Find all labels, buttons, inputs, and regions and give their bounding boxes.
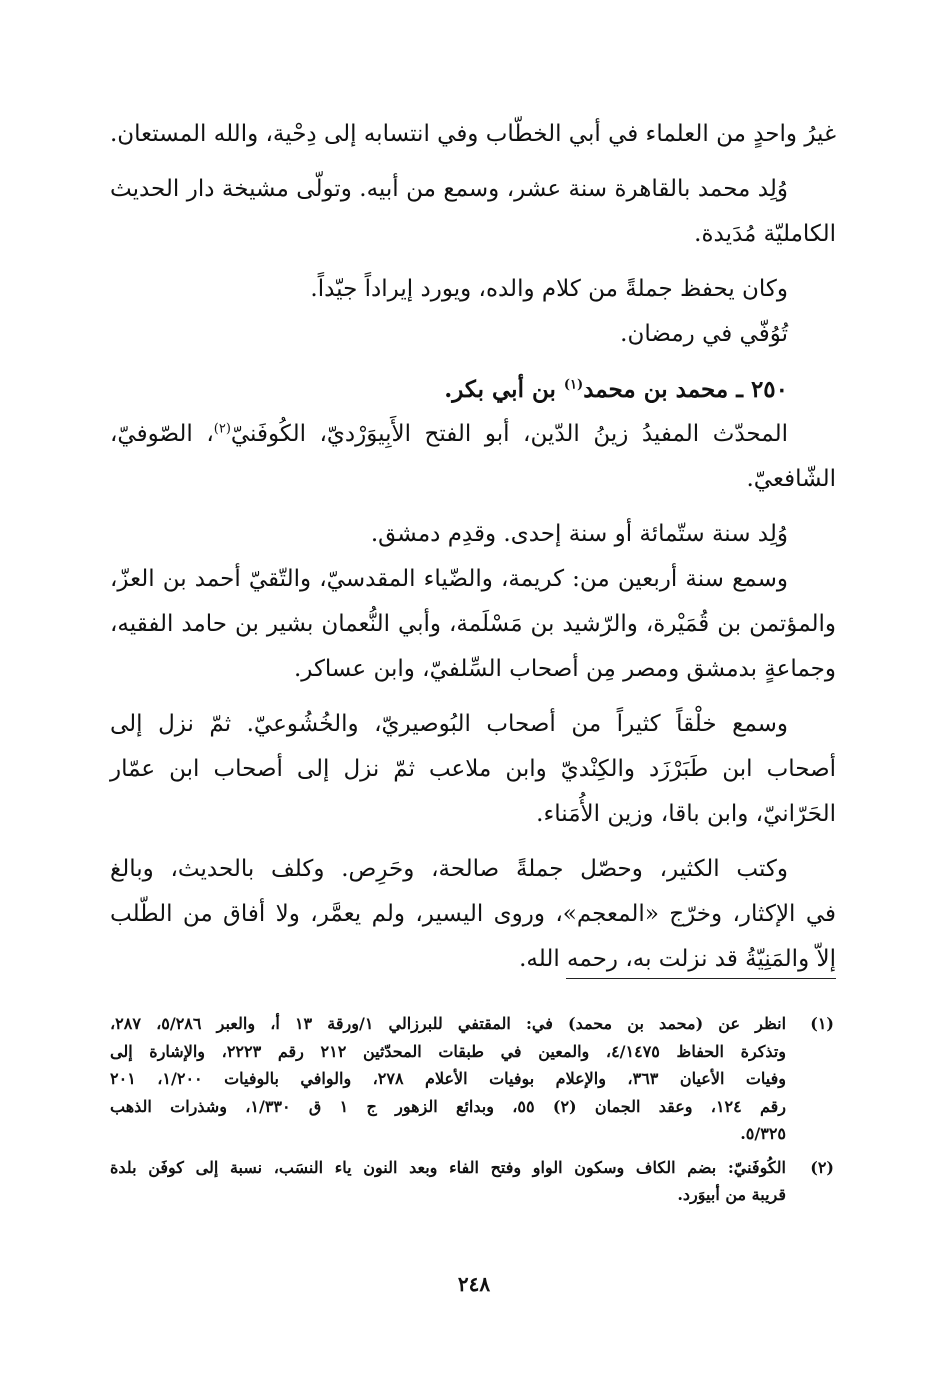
footnote-line: وتذكرة الحفاظ ٤/١٤٧٥، والمعين في طبقات المحدّثين ٢١٢ رقم ٢٢٢٣، والإشارة إلى	[110, 1041, 786, 1061]
entry-250	[110, 367, 836, 502]
text-line: وسمع خلْقاً كثيراً من أصحاب البُوصيريّ، والخُشُوعيّ. ثمّ نزل إلى	[110, 711, 788, 737]
page-number: ٢٤٨	[457, 1272, 491, 1296]
paragraph-birth-muhammad	[110, 167, 836, 257]
text-line: الكامليّة مُدَيدة.	[694, 221, 836, 247]
main-text	[110, 112, 836, 992]
paragraph-birth-and-hearing	[110, 512, 836, 692]
text-line: المحدّث المفيدُ زينُ الدّين، أبو الفتح الأَبِيوَرْديّ، الكُوفَنيّ$^{(٢)}$، الصّوفيّ،	[110, 421, 788, 447]
text-line: في الإكثار، وخرّج «المعجم»، وروى اليسير، ولم يعمَّر، ولا أفاق من الطّلب	[110, 901, 836, 927]
text-line: غيرُ واحدٍ من العلماء في أبي الخطّاب وفي انتسابه إلى دِحْية، والله المستعان.	[109, 121, 836, 147]
paragraph-teachers	[110, 702, 836, 837]
text-line: الحَرّانيّ، وابن باقا، وزين الأُمَناء.	[536, 801, 836, 827]
footnote-2	[110, 1154, 836, 1209]
footnote-line: الكُوفَنيّ: بضم الكاف وسكون الواو وفتح الفاء وبعد النون ياء النسَب، نسبة إلى كوفَن بلدة	[110, 1157, 786, 1177]
footnote-body	[110, 1010, 786, 1148]
text-line: وُلِد سنة ستّمائة أو سنة إحدى. وقدِم دمشق.	[370, 521, 788, 547]
entry-heading: ٢٥٠ ـ محمد بن محمد$^{(١)}$ بن أبي بكر.	[444, 376, 788, 403]
text-line: وكتب الكثير، وحصّل جملةً صالحة، وحَرِص. وكلف بالحديث، وبالغ	[110, 856, 788, 882]
text-line: تُوُفّي في رمضان.	[620, 321, 788, 347]
footnote-number: (٢)	[810, 1157, 834, 1177]
paragraph-memorization	[110, 267, 836, 357]
footnotes	[110, 1010, 836, 1215]
text-line: وجماعةٍ بدمشق ومصر مِن أصحاب السِّلفيّ، وابن عساكر.	[293, 656, 836, 682]
footnote-divider	[566, 978, 836, 979]
footnote-line: رقم ١٢٤، وعقد الجمان (٢) ٥٥، وبدائع الزهور ج ١ ق ١/٣٣٠، وشذرات الذهب	[110, 1096, 787, 1116]
footnote-line: قريبة من أبيوَرد.	[677, 1185, 786, 1204]
footnote-line: ٥/٣٢٥.	[740, 1124, 786, 1143]
footnote-line: انظر عن (محمد بن محمد) في: المقتفي للبرزالي ١/ورقة ١٣ أ، والعبر ٥/٢٨٦، ٢٨٧،	[110, 1014, 787, 1033]
text-line: أصحاب ابن طَبَرْزَد والكِنْديّ وابن ملاعب ثمّ نزل إلى أصحاب ابن عمّار	[110, 756, 836, 782]
text-line: وُلِد محمد بالقاهرة سنة عشر، وسمع من أبيه. وتولّى مشيخة دار الحديث	[110, 176, 788, 202]
paragraph-abu-al-khattab	[110, 112, 836, 157]
text-line: الشّافعيّ.	[746, 466, 836, 492]
footnote-1	[110, 1010, 836, 1148]
footnote-reference: (١)	[563, 377, 584, 393]
text-line: إلاّ والمَنِيّةُ قد نزلت به، رحمه الله.	[519, 946, 836, 972]
paragraph-writing	[110, 847, 836, 982]
footnote-body	[110, 1154, 786, 1209]
text-line: وسمع سنة أربعين من: كريمة، والضّياء المقدسيّ، والتّقيّ أحمد بن العزّ،	[110, 566, 788, 592]
text-line: والمؤتمن بن قُمَيْرة، والرّشيد بن مَسْلَمة، وأبي النُّعمان بشير بن حامد الفقيه،	[110, 611, 836, 637]
footnote-reference: (٢)	[213, 421, 231, 437]
text-line: وكان يحفظ جملةً من كلام والده، ويورد إيراداً جيّداً.	[310, 276, 788, 302]
footnote-line: وفيات الأعيان ٣٦٣، والإعلام بوفيات الأعلام ٢٧٨، والوافي بالوفيات ١/٢٠٠، ٢٠١	[110, 1069, 787, 1088]
footnote-number: (١)	[810, 1014, 834, 1033]
